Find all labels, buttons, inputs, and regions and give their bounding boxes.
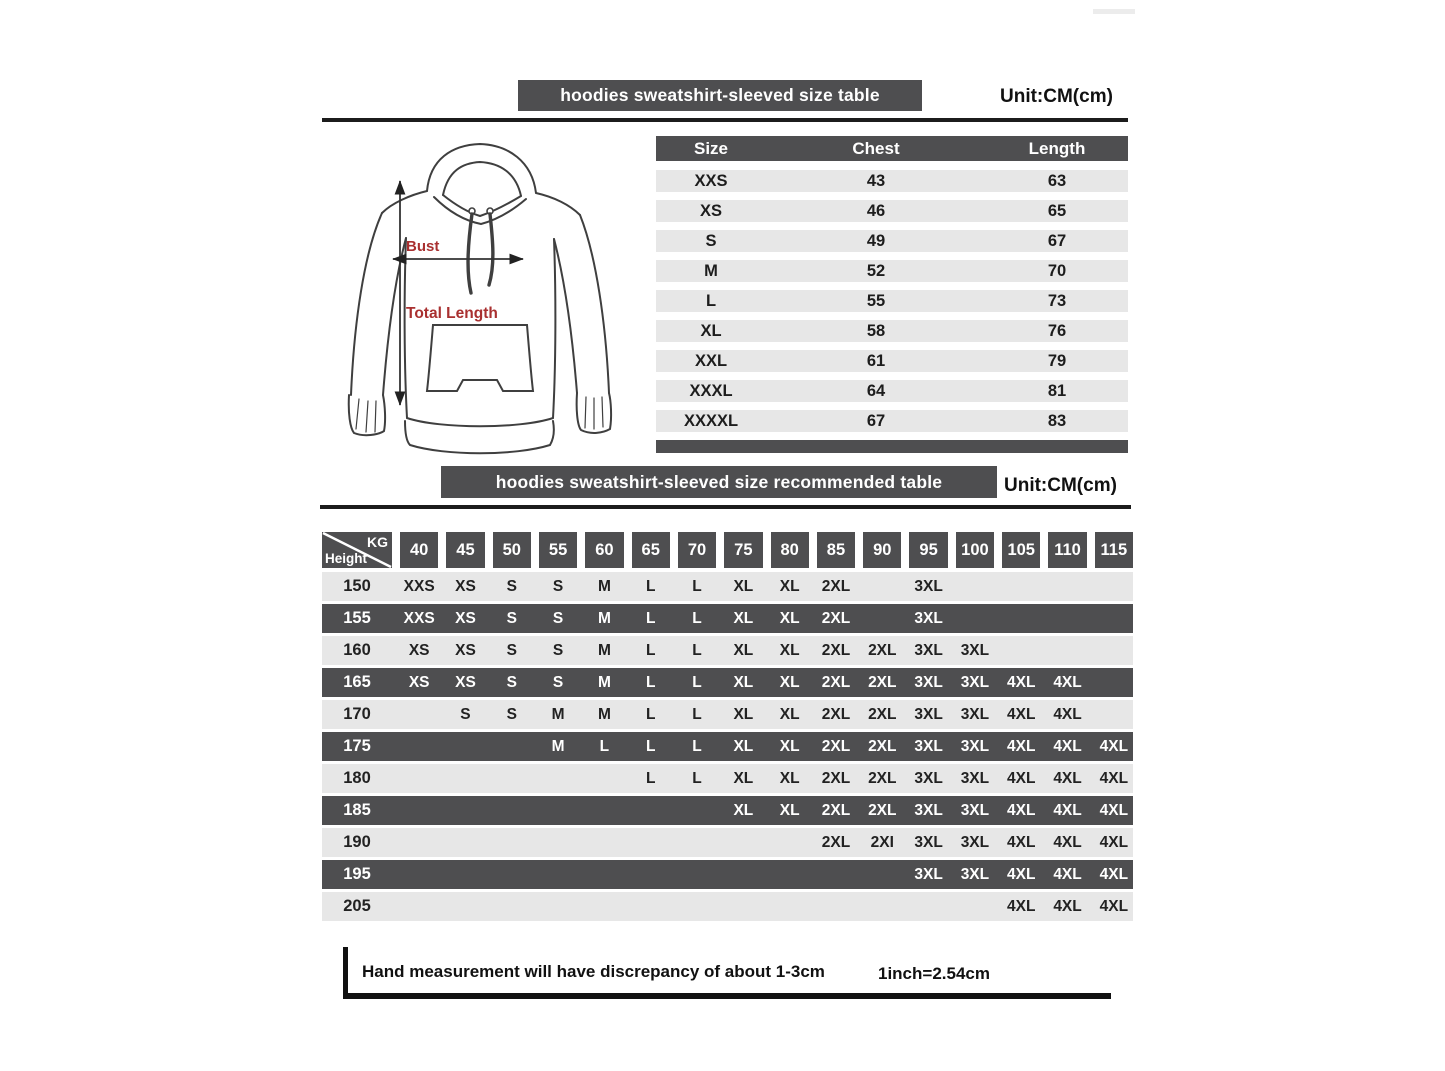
size-table-bottom-bar: [656, 440, 1128, 453]
height-cell: 170: [343, 705, 371, 723]
column-header-chest: Chest: [852, 138, 900, 158]
size-rec-cell: 3XL: [914, 577, 943, 595]
height-cell: 150: [343, 577, 371, 595]
size-rec-cell: XL: [779, 577, 800, 595]
size-rec-cell: M: [597, 673, 611, 691]
size-rec-cell: XS: [455, 577, 476, 595]
size-rec-cell: 2XL: [868, 801, 897, 819]
size-rec-cell: 3XL: [914, 705, 943, 723]
chest-cell: 52: [866, 261, 886, 280]
size-rec-cell: 2XL: [821, 609, 851, 627]
length-cell: 67: [1047, 231, 1067, 250]
table-row: [322, 828, 1133, 857]
size-rec-cell: XL: [733, 609, 754, 627]
size-cell: S: [705, 231, 717, 250]
size-rec-cell: 2XI: [870, 833, 894, 851]
size-rec-cell: XL: [733, 577, 754, 595]
inch-conversion-note: 1inch=2.54cm: [878, 964, 990, 983]
size-rec-cell: L: [645, 609, 656, 627]
size-rec-cell: L: [645, 769, 656, 787]
weight-header-cell: 40: [400, 532, 438, 568]
length-cell: 81: [1047, 381, 1067, 400]
size-rec-cell: 3XL: [960, 801, 990, 819]
size-rec-cell: 4XL: [1053, 705, 1082, 723]
divider-2: [320, 505, 1131, 509]
size-rec-cell: 3XL: [960, 833, 990, 851]
size-rec-cell: XXS: [403, 609, 435, 627]
chest-cell: 43: [866, 171, 886, 190]
size-rec-cell: 4XL: [1053, 737, 1082, 755]
height-cell: 190: [343, 833, 371, 851]
size-rec-cell: 3XL: [960, 705, 990, 723]
divider-1: [322, 118, 1128, 122]
size-rec-cell: 4XL: [1053, 769, 1082, 787]
size-cell: L: [705, 291, 717, 310]
size-rec-cell: L: [692, 577, 702, 595]
size-rec-cell: S: [506, 705, 517, 723]
height-cell: 185: [343, 801, 371, 819]
footer-left-bar: [343, 947, 348, 997]
size-rec-cell: XS: [455, 641, 476, 659]
size-rec-cell: 2XL: [868, 641, 897, 659]
weight-header-cell: 110: [1048, 532, 1086, 568]
size-rec-cell: 4XL: [1007, 897, 1036, 915]
weight-header-cell: 45: [446, 532, 484, 568]
kg-label: KG: [367, 534, 388, 550]
table-row: [322, 860, 1133, 889]
size-rec-cell: L: [692, 737, 702, 755]
size-table-title: hoodies sweatshirt-sleeved size table: [518, 80, 922, 111]
height-cell: 175: [343, 737, 371, 755]
size-rec-cell: 2XL: [821, 673, 851, 691]
size-rec-cell: 3XL: [914, 641, 943, 659]
size-rec-cell: L: [692, 769, 702, 787]
size-rec-cell: XL: [779, 737, 800, 755]
kg-height-corner-cell: [322, 532, 392, 568]
size-rec-cell: 4XL: [1053, 801, 1082, 819]
size-rec-cell: 4XL: [1007, 801, 1036, 819]
size-rec-cell: M: [597, 577, 611, 595]
size-rec-cell: 4XL: [1099, 897, 1129, 915]
weight-header-cell: 55: [539, 532, 577, 568]
size-rec-cell: 4XL: [1099, 833, 1129, 851]
size-rec-cell: S: [460, 705, 471, 723]
size-rec-cell: 4XL: [1007, 769, 1036, 787]
size-rec-cell: 4XL: [1053, 897, 1082, 915]
size-rec-cell: 3XL: [914, 801, 943, 819]
weight-header-cell: 60: [585, 532, 623, 568]
size-rec-cell: 3XL: [960, 641, 990, 659]
size-rec-cell: 2XL: [868, 673, 897, 691]
size-rec-cell: M: [551, 737, 565, 755]
table-row: [322, 796, 1133, 825]
table-row: [656, 200, 1128, 222]
size-rec-cell: 4XL: [1007, 673, 1036, 691]
size-rec-cell: S: [506, 577, 517, 595]
size-rec-cell: M: [597, 641, 611, 659]
size-rec-cell: XL: [733, 737, 754, 755]
hoodie-outline: [349, 144, 611, 453]
height-label: Height: [325, 551, 367, 566]
weight-header-cell: 80: [771, 532, 809, 568]
size-rec-cell: S: [552, 673, 564, 691]
weight-header-cell: 65: [632, 532, 670, 568]
size-cell: M: [704, 261, 718, 280]
weight-header-cell: 50: [493, 532, 531, 568]
size-rec-cell: XL: [733, 673, 754, 691]
chest-cell: 61: [866, 351, 886, 370]
weight-header-cell: 75: [724, 532, 762, 568]
weight-header-cell: 105: [1002, 532, 1040, 568]
footer-underline: [343, 993, 1111, 999]
size-rec-cell: M: [597, 609, 611, 627]
size-table: [656, 136, 1128, 453]
size-rec-cell: 2XL: [821, 641, 851, 659]
size-rec-cell: 2XL: [821, 769, 851, 787]
table-row: [656, 380, 1128, 402]
size-rec-cell: S: [506, 641, 517, 659]
size-rec-cell: XS: [408, 641, 430, 659]
chest-cell: 46: [866, 201, 886, 220]
size-rec-cell: S: [506, 609, 517, 627]
weight-header-cell: 115: [1095, 532, 1133, 568]
size-rec-cell: 3XL: [914, 737, 943, 755]
size-table-body: [656, 170, 1128, 432]
weight-header-cell: 70: [678, 532, 716, 568]
recommended-table: [322, 532, 1133, 924]
height-cell: 195: [343, 865, 371, 883]
size-rec-cell: XL: [733, 801, 754, 819]
size-rec-cell: 2XL: [868, 737, 897, 755]
size-rec-cell: 3XL: [960, 673, 990, 691]
size-rec-cell: L: [692, 609, 702, 627]
table-row: [656, 410, 1128, 432]
length-cell: 65: [1047, 201, 1067, 220]
size-rec-cell: XS: [455, 609, 476, 627]
chest-cell: 64: [866, 381, 886, 400]
chest-cell: 49: [866, 231, 886, 250]
size-rec-cell: S: [552, 641, 564, 659]
size-rec-cell: 2XL: [868, 705, 897, 723]
size-rec-cell: M: [551, 705, 565, 723]
size-rec-cell: L: [692, 705, 702, 723]
table-row: [322, 732, 1133, 761]
table-row: [322, 700, 1133, 729]
size-rec-cell: 3XL: [914, 865, 943, 883]
size-rec-cell: 4XL: [1099, 737, 1129, 755]
size-rec-cell: 4XL: [1099, 865, 1129, 883]
table-row: [656, 170, 1128, 192]
height-cell: 180: [343, 769, 371, 787]
chest-cell: 55: [866, 291, 886, 310]
size-rec-cell: 2XL: [821, 737, 851, 755]
size-rec-cell: XL: [733, 769, 754, 787]
size-rec-cell: 2XL: [821, 801, 851, 819]
size-rec-cell: 4XL: [1099, 801, 1129, 819]
unit-label-2: Unit:CM(cm): [1004, 475, 1117, 496]
size-rec-cell: 4XL: [1053, 865, 1082, 883]
table-row: [656, 350, 1128, 372]
height-cell: 160: [343, 641, 371, 659]
size-rec-cell: 4XL: [1099, 769, 1129, 787]
size-cell: XXL: [694, 351, 728, 370]
table-row: [322, 636, 1133, 665]
size-rec-cell: XXS: [403, 577, 435, 595]
length-cell: 76: [1047, 321, 1067, 340]
size-rec-cell: 2XL: [821, 833, 851, 851]
size-rec-cell: 3XL: [960, 865, 990, 883]
height-cell: 205: [343, 897, 371, 915]
size-cell: XS: [699, 201, 722, 220]
table-row: [322, 572, 1133, 601]
size-rec-cell: L: [645, 673, 656, 691]
size-rec-cell: L: [645, 577, 656, 595]
chest-cell: 67: [866, 411, 886, 430]
size-rec-cell: S: [552, 577, 564, 595]
size-rec-cell: XL: [733, 705, 754, 723]
length-cell: 83: [1047, 411, 1067, 430]
height-cell: 155: [343, 609, 371, 627]
size-table-header: [656, 136, 1128, 161]
size-rec-cell: 2XL: [821, 577, 851, 595]
table-row: [322, 764, 1133, 793]
size-cell: XXXL: [689, 381, 733, 400]
length-cell: 63: [1047, 171, 1067, 190]
size-rec-cell: XL: [779, 673, 800, 691]
length-cell: 73: [1047, 291, 1067, 310]
size-rec-cell: L: [645, 641, 656, 659]
measurement-note: Hand measurement will have discrepancy of about 1-3cm: [362, 962, 825, 981]
size-cell: XXXXL: [683, 411, 739, 430]
length-cell: 79: [1047, 351, 1067, 370]
size-rec-cell: XL: [779, 641, 800, 659]
table-row: [656, 320, 1128, 342]
size-cell: XXS: [694, 171, 728, 190]
size-rec-cell: XS: [455, 673, 476, 691]
size-rec-cell: L: [645, 737, 656, 755]
size-rec-cell: XL: [779, 769, 800, 787]
table-row: [656, 230, 1128, 252]
size-rec-cell: 3XL: [914, 609, 943, 627]
size-rec-cell: 4XL: [1007, 833, 1036, 851]
size-rec-cell: 4XL: [1053, 833, 1082, 851]
table-row: [322, 892, 1133, 921]
unit-label-1: Unit:CM(cm): [1000, 86, 1113, 107]
chest-cell: 58: [866, 321, 886, 340]
size-rec-cell: L: [645, 705, 656, 723]
size-rec-cell: S: [506, 673, 517, 691]
size-cell: XL: [700, 321, 722, 340]
size-rec-cell: 2XL: [868, 769, 897, 787]
size-rec-cell: 3XL: [960, 769, 990, 787]
size-rec-cell: XL: [779, 705, 800, 723]
recommended-table-body: [322, 572, 1133, 921]
recommended-header-grid: [322, 532, 1133, 568]
hoodie-measurement-diagram: [330, 133, 630, 458]
weight-header-cell: 85: [817, 532, 855, 568]
height-cell: 165: [343, 673, 371, 691]
decorative-dash: [1093, 9, 1135, 14]
weight-header-cell: 100: [956, 532, 994, 568]
weight-header-cell: 95: [909, 532, 947, 568]
size-rec-cell: 4XL: [1053, 673, 1082, 691]
size-rec-cell: 3XL: [960, 737, 990, 755]
size-rec-cell: 3XL: [914, 833, 943, 851]
column-header-size: Size: [693, 138, 729, 158]
size-rec-cell: 3XL: [914, 769, 943, 787]
weight-header-cell: 90: [863, 532, 901, 568]
table-row: [322, 604, 1133, 633]
bust-label: Bust: [406, 238, 440, 255]
total-length-label: Total Length: [406, 305, 498, 322]
size-rec-cell: 4XL: [1007, 865, 1036, 883]
column-header-length: Length: [1028, 138, 1086, 158]
size-rec-cell: 4XL: [1007, 705, 1036, 723]
recommended-table-title: hoodies sweatshirt-sleeved size recommended table: [441, 466, 997, 498]
size-rec-cell: L: [692, 673, 702, 691]
size-rec-cell: S: [552, 609, 564, 627]
size-rec-cell: M: [597, 705, 611, 723]
table-row: [322, 668, 1133, 697]
size-rec-cell: 2XL: [821, 705, 851, 723]
length-cell: 70: [1047, 261, 1067, 280]
size-rec-cell: L: [599, 737, 610, 755]
size-rec-cell: 3XL: [914, 673, 943, 691]
size-rec-cell: L: [692, 641, 702, 659]
table-row: [656, 290, 1128, 312]
size-rec-cell: 4XL: [1007, 737, 1036, 755]
table-row: [656, 260, 1128, 282]
size-rec-cell: XL: [779, 609, 800, 627]
size-rec-cell: XL: [733, 641, 754, 659]
size-rec-cell: XS: [408, 673, 430, 691]
size-rec-cell: XL: [779, 801, 800, 819]
